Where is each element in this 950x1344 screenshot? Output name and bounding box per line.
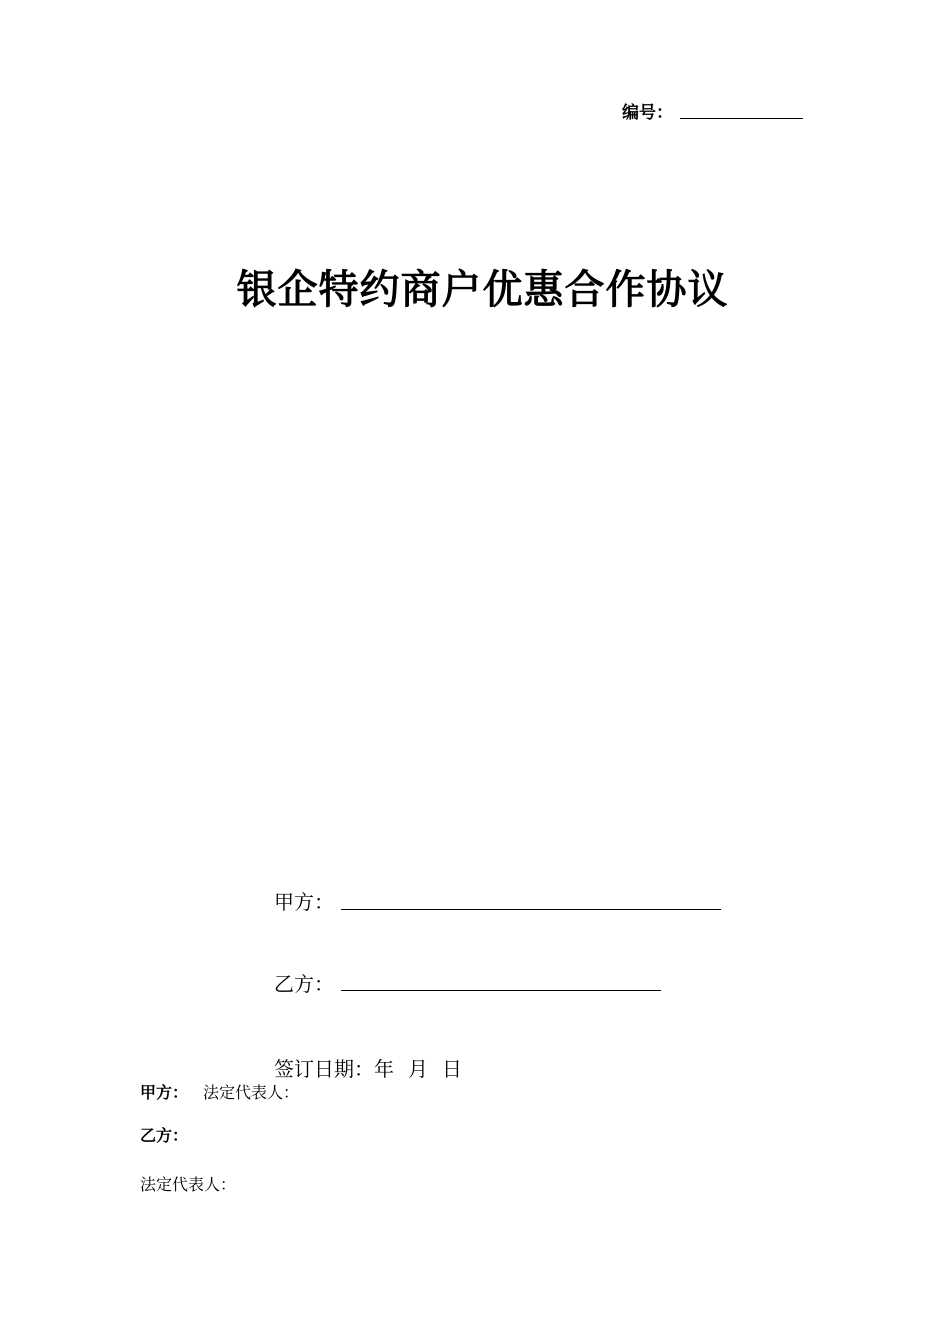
cover-party-b-label: 乙方： <box>274 972 334 996</box>
document-number-label: 编号： <box>622 103 673 123</box>
signature-party-a-label: 甲方： <box>140 1083 189 1102</box>
cover-party-b-blank <box>341 990 661 991</box>
sign-date-year: 年 <box>374 1057 394 1081</box>
sign-date-label: 签订日期： <box>274 1057 374 1081</box>
sign-date-day: 日 <box>442 1057 462 1081</box>
document-number-blank <box>680 118 803 119</box>
signature-party-a-representative-label: 法定代表人： <box>203 1083 300 1102</box>
cover-party-a-blank <box>341 909 721 910</box>
sign-date-month: 月 <box>408 1057 428 1081</box>
sign-date-row <box>274 1053 462 1082</box>
signature-party-b-label: 乙方： <box>140 1126 189 1145</box>
signature-party-b-representative-label: 法定代表人： <box>140 1175 237 1194</box>
document-title: 银企特约商户优惠合作协议 <box>236 267 729 313</box>
cover-party-a-label: 甲方： <box>274 890 334 914</box>
